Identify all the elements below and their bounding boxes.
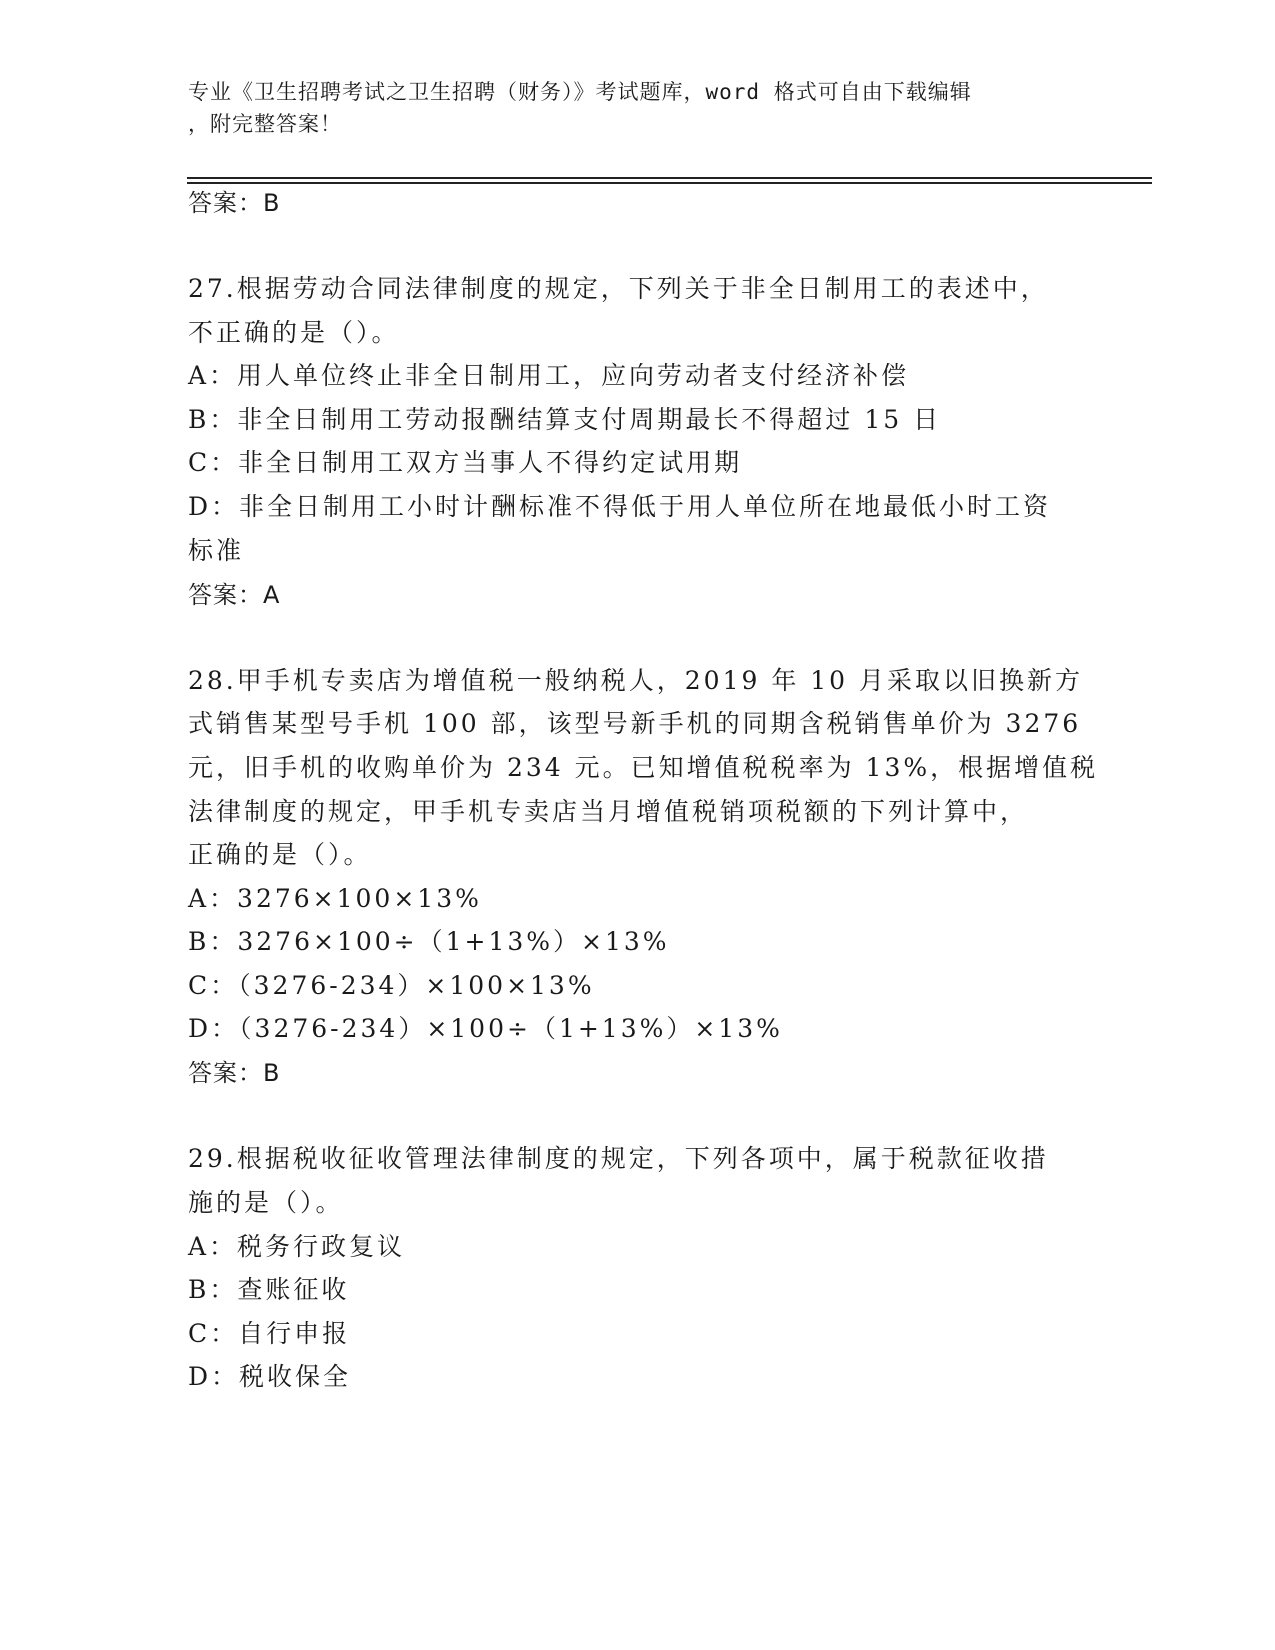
q27-option-d-line2: 标准	[188, 536, 245, 565]
q27-stem-line1: 27.根据劳动合同法律制度的规定，下列关于非全日制用工的表述中，	[188, 274, 1049, 303]
q29-stem-line1: 29.根据税收征收管理法律制度的规定，下列各项中，属于税款征收措	[188, 1144, 1049, 1173]
q28-stem-line5: 正确的是（）。	[188, 840, 372, 869]
q28-option-a: A：3276×100×13%	[188, 884, 482, 913]
q27-option-d-line1: D：非全日制用工小时计酬标准不得低于用人单位所在地最低小时工资	[188, 492, 1052, 521]
q29-option-b: B：查账征收	[188, 1275, 350, 1304]
q29-option-a: A：税务行政复议	[188, 1232, 406, 1261]
q27-option-a: A：用人单位终止非全日制用工，应向劳动者支付经济补偿	[188, 361, 910, 390]
header-divider-top	[187, 177, 1152, 179]
q27-answer: 答案：A	[188, 581, 281, 609]
q28-option-d: D：（3276-234）×100÷（1+13%）×13%	[188, 1014, 783, 1043]
q27-option-c: C：非全日制用工双方当事人不得约定试用期	[188, 448, 743, 477]
q28-option-c: C：（3276-234）×100×13%	[188, 971, 595, 1000]
header-title-line2: ，附完整答案！	[188, 112, 342, 136]
header-title-line1: 专业《卫生招聘考试之卫生招聘（财务）》考试题库，word 格式可自由下载编辑	[188, 80, 972, 104]
q28-stem-line3: 元，旧手机的收购单价为 234 元。已知增值税税率为 13%，根据增值税	[188, 753, 1099, 782]
q29-stem-line2: 施的是（）。	[188, 1188, 344, 1217]
q29-option-d: D：税收保全	[188, 1362, 352, 1391]
q29-option-c: C：自行申报	[188, 1319, 351, 1348]
answer-26: 答案：B	[188, 189, 281, 217]
q28-answer: 答案：B	[188, 1059, 281, 1087]
header-divider-bottom	[187, 182, 1152, 184]
page-header	[188, 76, 1088, 140]
q28-option-b: B：3276×100÷（1+13%）×13%	[188, 927, 670, 956]
q28-stem-line1: 28.甲手机专卖店为增值税一般纳税人，2019 年 10 月采取以旧换新方	[188, 666, 1084, 695]
q28-stem-line4: 法律制度的规定，甲手机专卖店当月增值税销项税额的下列计算中，	[188, 797, 1029, 826]
q27-option-b: B：非全日制用工劳动报酬结算支付周期最长不得超过 15 日	[188, 405, 942, 434]
q27-stem-line2: 不正确的是（）。	[188, 318, 400, 347]
q28-stem-line2: 式销售某型号手机 100 部，该型号新手机的同期含税销售单价为 3276	[188, 709, 1082, 738]
